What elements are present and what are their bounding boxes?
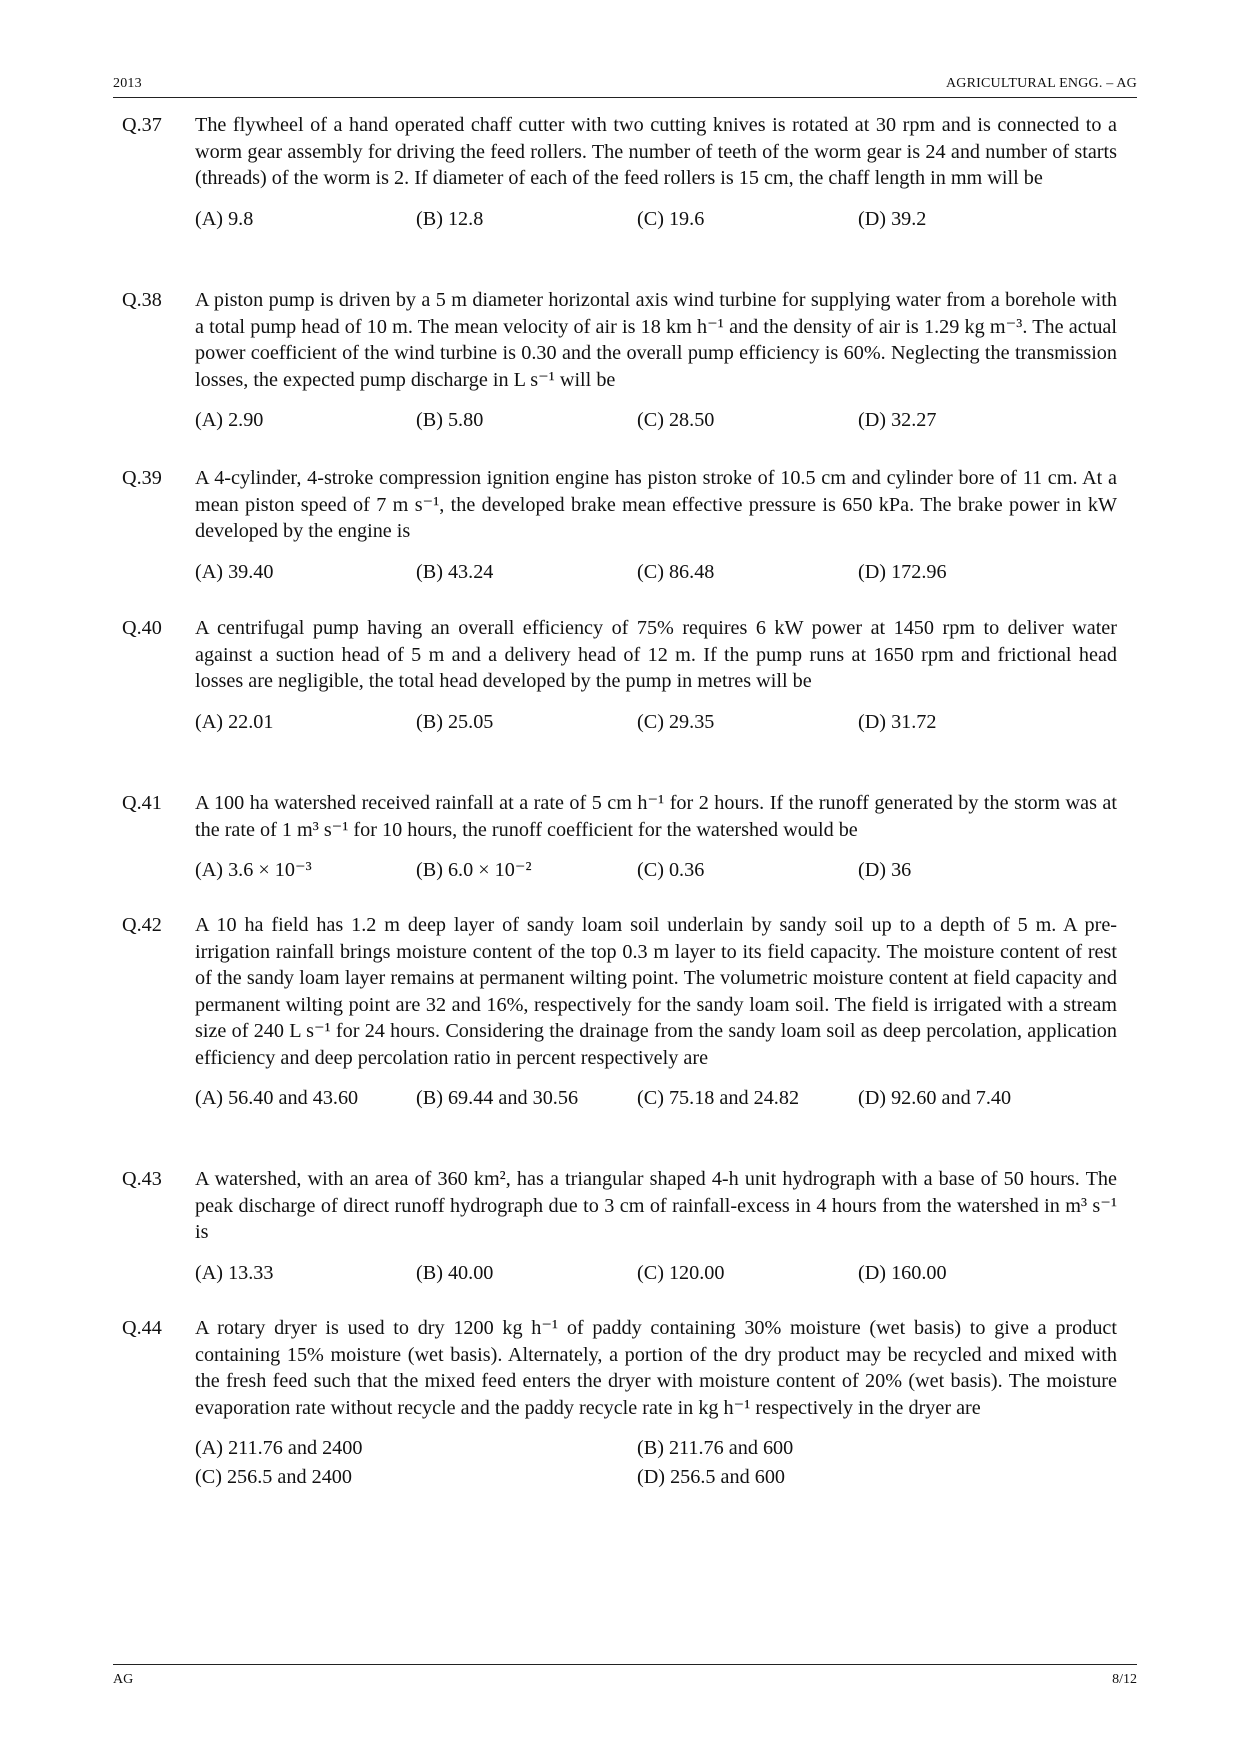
option-a: (A) 13.33 [195,1261,274,1284]
question-text: A rotary dryer is used to dry 1200 kg h⁻¹ of paddy containing 30% moisture (wet basis) to give a product containing 15% moisture (wet basis). Alternately, a portion of the dry product may be recycled and mixed with the fresh feed such that the mixed feed enters the dryer with moisture content of 20% (wet basis). The moisture evaporation rate without recycle and the paddy recycle rate in kg h⁻¹ respectively in the dryer are [195,1317,1117,1419]
question-41 [122,790,1132,884]
answer-options [195,206,1132,233]
question-number: Q.37 [122,114,162,136]
question-44 [122,1315,1132,1491]
answer-options [195,709,1132,736]
question-number: Q.44 [122,1317,162,1339]
option-d: (D) 31.72 [858,710,937,733]
option-c: (C) 29.35 [637,710,715,733]
question-39 [122,465,1132,586]
question-40 [122,615,1132,736]
question-text: A 4-cylinder, 4-stroke compression ignition engine has piston stroke of 10.5 cm and cylinder bore of 11 cm. At a mean piston speed of 7 m s⁻¹, the developed brake mean effective pressure is 650 kPa. The brake power in kW developed by the engine is [195,467,1117,542]
question-42 [122,912,1132,1112]
option-d: (D) 32.27 [858,409,937,431]
option-c: (C) 86.48 [637,560,715,583]
answer-options [195,857,1132,884]
option-b: (B) 12.8 [416,207,484,230]
question-43 [122,1166,1132,1287]
question-number: Q.42 [122,914,162,936]
answer-options [195,407,1132,434]
question-text: A centrifugal pump having an overall efficiency of 75% requires 6 kW power at 1450 rpm to deliver water against a suction head of 5 m and a delivery head of 12 m. If the pump runs at 1650 rpm and frictional head losses are negligible, the total head developed by the pump in metres will be [195,617,1117,692]
question-text: The flywheel of a hand operated chaff cutter with two cutting knives is rotated at 30 rpm and is connected to a worm gear assembly for driving the feed rollers. The number of teeth of the worm gear is 24 and number of starts (threads) of the worm is 2. If diameter of each of the feed rollers is 15 cm, the chaff length in mm will be [195,114,1117,189]
question-number: Q.38 [122,289,162,311]
option-c: (C) 0.36 [637,859,705,881]
option-c: (C) 120.00 [637,1261,725,1284]
question-number: Q.43 [122,1168,162,1190]
option-d: (D) 39.2 [858,207,927,230]
option-b: (B) 40.00 [416,1261,494,1284]
page-number: 8/12 [1112,1672,1137,1687]
answer-options [195,559,1132,586]
option-d: (D) 172.96 [858,560,947,583]
option-c: (C) 19.6 [637,207,705,230]
option-c: (C) 256.5 and 2400 [195,1466,352,1488]
option-a: (A) 3.6 × 10⁻³ [195,859,312,881]
header-subject: AGRICULTURAL ENGG. – AG [945,76,1137,91]
option-d: (D) 160.00 [858,1261,947,1284]
option-a: (A) 9.8 [195,207,254,230]
option-a: (A) 2.90 [195,409,264,431]
option-a: (A) 211.76 and 2400 [195,1437,363,1459]
option-a: (A) 22.01 [195,710,274,733]
header-rule [113,97,1137,98]
footer-rule [113,1664,1137,1665]
option-d: (D) 256.5 and 600 [637,1466,786,1488]
header-year: 2013 [113,76,142,91]
option-c: (C) 28.50 [637,409,715,431]
option-b: (B) 5.80 [416,409,484,431]
question-number: Q.41 [122,792,162,814]
footer-code: AG [113,1672,134,1687]
option-c: (C) 75.18 and 24.82 [637,1087,800,1109]
question-number: Q.40 [122,617,162,639]
question-text: A 100 ha watershed received rainfall at a rate of 5 cm h⁻¹ for 2 hours. If the runoff generated by the storm was at the rate of 1 m³ s⁻¹ for 10 hours, the runoff coefficient for the watershed would be [195,792,1117,841]
option-b: (B) 25.05 [416,710,494,733]
answer-options [195,1085,1132,1112]
answer-options [195,1260,1132,1287]
page-header [113,76,1137,98]
option-b: (B) 69.44 and 30.56 [416,1087,579,1109]
option-b: (B) 6.0 × 10⁻² [416,859,532,881]
question-number: Q.39 [122,467,162,489]
option-b: (B) 43.24 [416,560,494,583]
page-footer [113,1672,1137,1692]
question-37 [122,112,1132,233]
question-text: A watershed, with an area of 360 km², has a triangular shaped 4-h unit hydrograph with a base of 50 hours. The peak discharge of direct runoff hydrograph due to 3 cm of rainfall-excess in 4 hours from the watershed in m³ s⁻¹ is [195,1168,1117,1243]
option-b: (B) 211.76 and 600 [637,1437,794,1459]
question-text: A 10 ha field has 1.2 m deep layer of sandy loam soil underlain by sandy soil up to a depth of 5 m. A pre-irrigation rainfall brings moisture content of the top 0.3 m layer to its field capacity. The moisture content of rest of the sandy loam layer remains at permanent wilting point. The volumetric moisture content at field capacity and permanent wilting point are 32 and 16%, respectively for the sandy loam soil. The field is irrigated with a stream size of 240 L s⁻¹ for 24 hours. Considering the drainage from the sandy loam soil as deep percolation, application efficiency and deep percolation ratio in percent respectively are [195,914,1117,1069]
question-38 [122,287,1132,434]
option-a: (A) 56.40 and 43.60 [195,1087,359,1109]
option-a: (A) 39.40 [195,560,274,583]
question-text: A piston pump is driven by a 5 m diameter horizontal axis wind turbine for supplying water from a borehole with a total pump head of 10 m. The mean velocity of air is 18 km h⁻¹ and the density of air is 1.29 kg m⁻³. The actual power coefficient of the wind turbine is 0.30 and the overall pump efficiency is 60%. Neglecting the transmission losses, the expected pump discharge in L s⁻¹ will be [195,289,1117,391]
answer-options [195,1435,1132,1491]
option-d: (D) 92.60 and 7.40 [858,1087,1012,1109]
option-d: (D) 36 [858,859,912,881]
